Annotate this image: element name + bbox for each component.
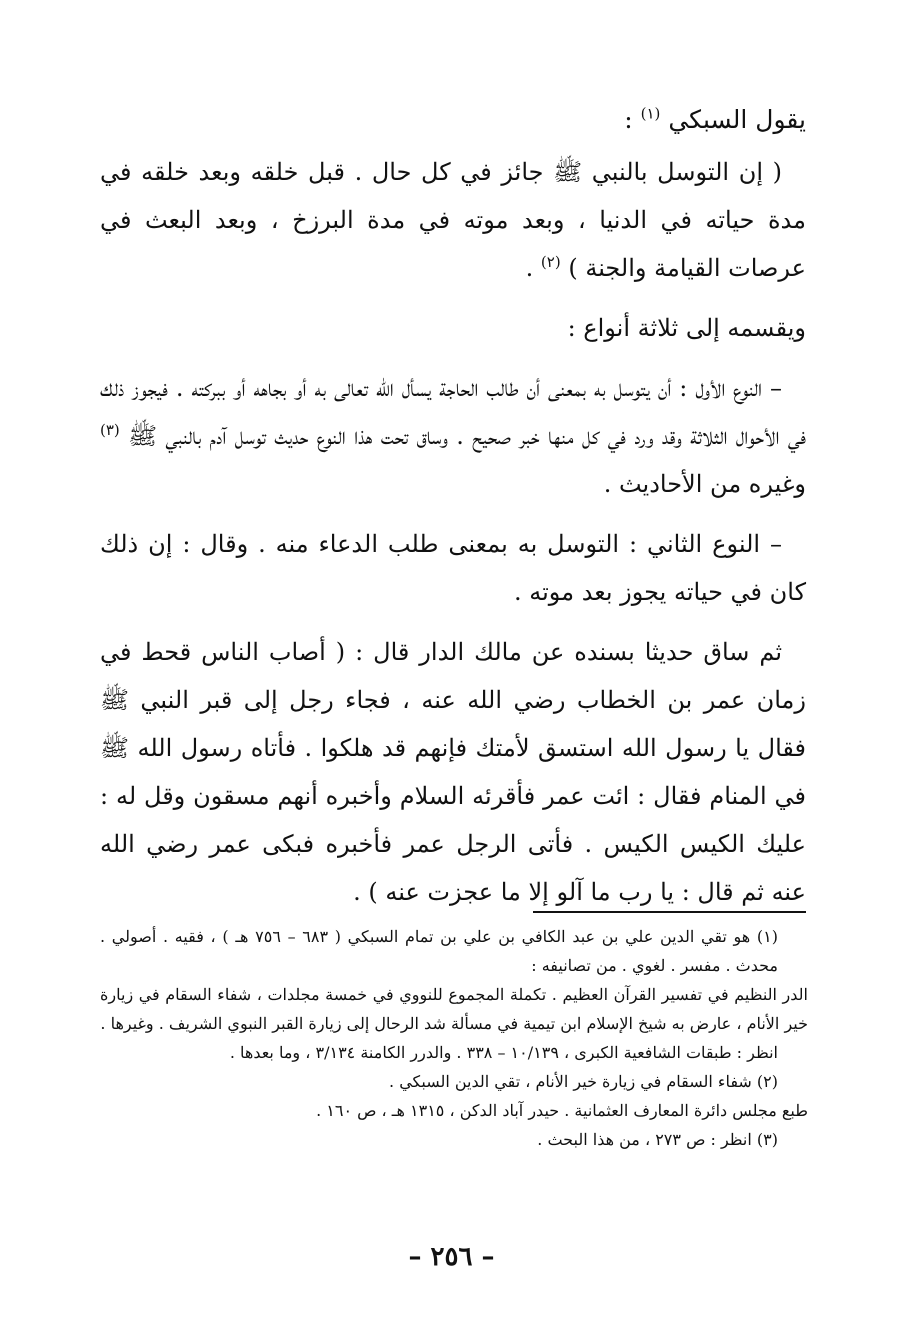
footnote-divider bbox=[533, 911, 806, 913]
footnote-ref: (٣) bbox=[100, 421, 120, 439]
paragraph-hadith bbox=[100, 628, 806, 916]
paragraph-text: ويقسمه إلى ثلاثة أنواع : bbox=[567, 314, 806, 342]
paragraph-quote bbox=[100, 148, 806, 292]
paragraph-text: ( إن التوسل بالنبي ﷺ جائز في كل حال . قبل خلقه وبعد خلقه في مدة حياته في الدنيا ، وبعد موته في مدة البرزخ ، وبعد البعث في عرصات القيامة والجنة ) bbox=[100, 158, 806, 282]
paragraph-text: – النوع الأول : أن يتوسل به بمعنى أن طالب الحاجة يسأل الله تعالى به أو بجاهه أو ببركته . فيجوز ذلك في الأحوال الثلاثة وقد ورد في كل منها خبر صحيح . وساق تحت هذا النوع حديث توسل آدم بالنبي ﷺ bbox=[100, 374, 806, 450]
paragraph-type-two bbox=[100, 520, 806, 616]
heading-text: يقول السبكي bbox=[668, 105, 806, 134]
footnote-item: انظر : طبقات الشافعية الكبرى ، ١٠/١٣٩ – ٣٣٨ . والدرر الكامنة ٣/١٣٤ ، وما بعدها . bbox=[229, 1043, 778, 1062]
paragraph-type-one bbox=[100, 364, 806, 508]
footnote-item: طبع مجلس دائرة المعارف العثمانية . حيدر آباد الدكن ، ١٣١٥ هـ ، ص ١٦٠ . bbox=[316, 1101, 808, 1120]
section-heading bbox=[100, 100, 806, 140]
paragraph-tail: وغيره من الأحاديث . bbox=[603, 470, 806, 498]
paragraph-tail: . bbox=[525, 254, 534, 282]
footnote-item: (٣) انظر : ص ٢٧٣ ، من هذا البحث . bbox=[537, 1130, 778, 1149]
paragraph-types-intro bbox=[100, 304, 806, 352]
footnote-item: الدر النظيم في تفسير القرآن العظيم . تكملة المجموع للنووي في خمسة مجلدات ، شفاء السقام في زيارة خير الأنام ، عارض به شيخ الإسلام ابن تيمية في مسألة شد الرحال إلى زيارة القبر النبوي الشريف . وغيرها . bbox=[100, 985, 808, 1033]
footnotes bbox=[100, 922, 808, 1154]
footnote-item: (١) هو تقي الدين علي بن عبد الكافي بن علي بن تمام السبكي ( ٦٨٣ – ٧٥٦ هـ ) ، فقيه . أصولي . محدث . مفسر . لغوي . من تصانيفه : bbox=[100, 927, 779, 975]
paragraph-text: – النوع الثاني : التوسل به بمعنى طلب الدعاء منه . وقال : إن ذلك كان في حياته يجوز بعد موته . bbox=[100, 530, 806, 606]
paragraph-text: ثم ساق حديثا بسنده عن مالك الدار قال : ( أصاب الناس قحط في زمان عمر بن الخطاب رضي الله عنه ، فجاء رجل إلى قبر النبي ﷺ فقال يا رسول الله استسق لأمتك فإنهم قد هلكوا . فأتاه رسول الله ﷺ في المنام فقال : ائت عمر فأقرئه السلام وأخبره أنهم مسقون وقل له : عليك الكيس الكيس . فأتى الرجل عمر فأخبره فبكى عمر رضي الله عنه ثم قال : يا رب ما آلو إلا ما عجزت عنه ) . bbox=[100, 638, 807, 906]
page-number: – ٢٥٦ – bbox=[408, 1242, 495, 1272]
main-text bbox=[100, 100, 806, 928]
footnote-ref: (١) bbox=[640, 104, 661, 123]
footnote-ref: (٢) bbox=[540, 253, 561, 271]
heading-tail: : bbox=[624, 105, 633, 134]
footnote-item: (٢) شفاء السقام في زيارة خير الأنام ، تقي الدين السبكي . bbox=[389, 1072, 778, 1091]
